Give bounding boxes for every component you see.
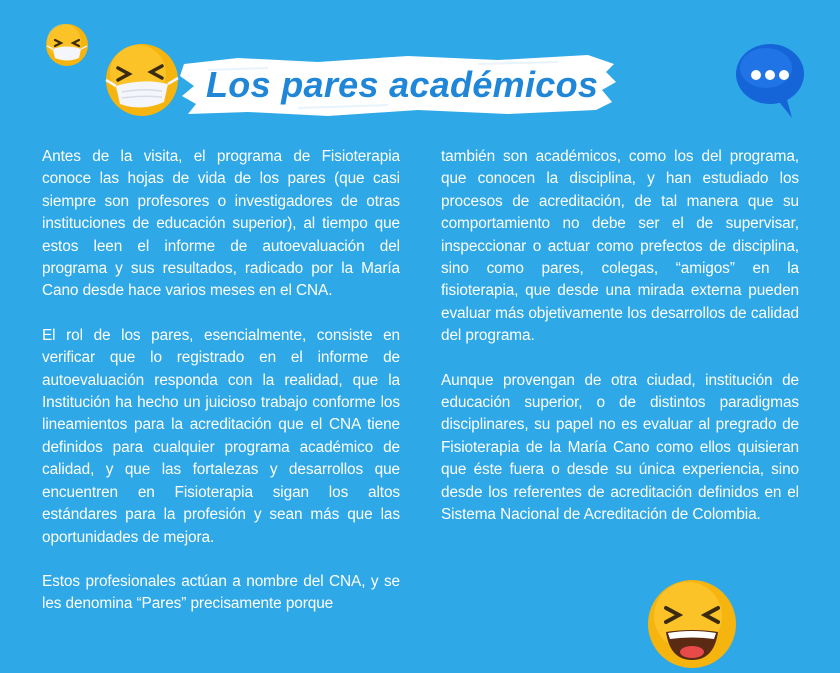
left-paragraph-1: Antes de la visita, el programa de Fisioterapia conoce las hojas de vida de los pares (que casi siempre son profesores o investigadores de otras instituciones de educación superior), al tiempo que estos leen el informe de autoevaluación del programa y sus resultados, radicado por la María Cano desde hace varios meses en el CNA. xyxy=(42,148,400,300)
chat-bubble-icon xyxy=(728,38,812,122)
right-paragraph-2: Aunque provengan de otra ciudad, institución de educación superior, o de distintos paradigmas disciplinares, su papel no es evaluar al pregrado de Fisioterapia de la María Cano como ellos quisieran que éste fuera o desde su única experiencia, sino desde los referentes de acreditación definidos en el Sistema Nacional de Acreditación de Colombia. xyxy=(441,371,799,524)
left-paragraph-3: Estos profesionales actúan a nombre del CNA, y se les denomina “Pares” precisamente porque xyxy=(42,572,400,613)
right-paragraph-1: también son académicos, como los del programa, que conocen la disciplina, y han estudiado los procesos de acreditación, de tal manera que su comportamiento no debe ser el de supervisar, inspeccionar o actuar como prefectos de disciplina, sino como pares, colegas, “amigos” en la fisioterapia, que desde una mirada externa pueden evaluar más objetivamente los desarrollos de calidad del programa. xyxy=(441,148,799,345)
left-column xyxy=(42,146,400,638)
page-title: Los pares académicos xyxy=(206,64,599,105)
laughing-emoji-icon xyxy=(644,576,740,672)
right-column xyxy=(441,146,799,549)
left-paragraph-2: El rol de los pares, esencialmente, consiste en verificar que lo registrado en el informe de autoevaluación responda con la realidad, que la Institución ha hecho un juicioso trabajo conforme los lineamientos para la acreditación que el CNA tiene definidos para cualquier programa académico de calidad, y que las fortalezas y desarrollos que encuentren en Fisioterapia sigan los altos estándares para la profesión y sean más que las oportunidades de mejora. xyxy=(42,326,400,546)
masked-laughing-emoji-icon xyxy=(44,22,90,68)
masked-laughing-emoji-icon-large xyxy=(102,40,182,120)
